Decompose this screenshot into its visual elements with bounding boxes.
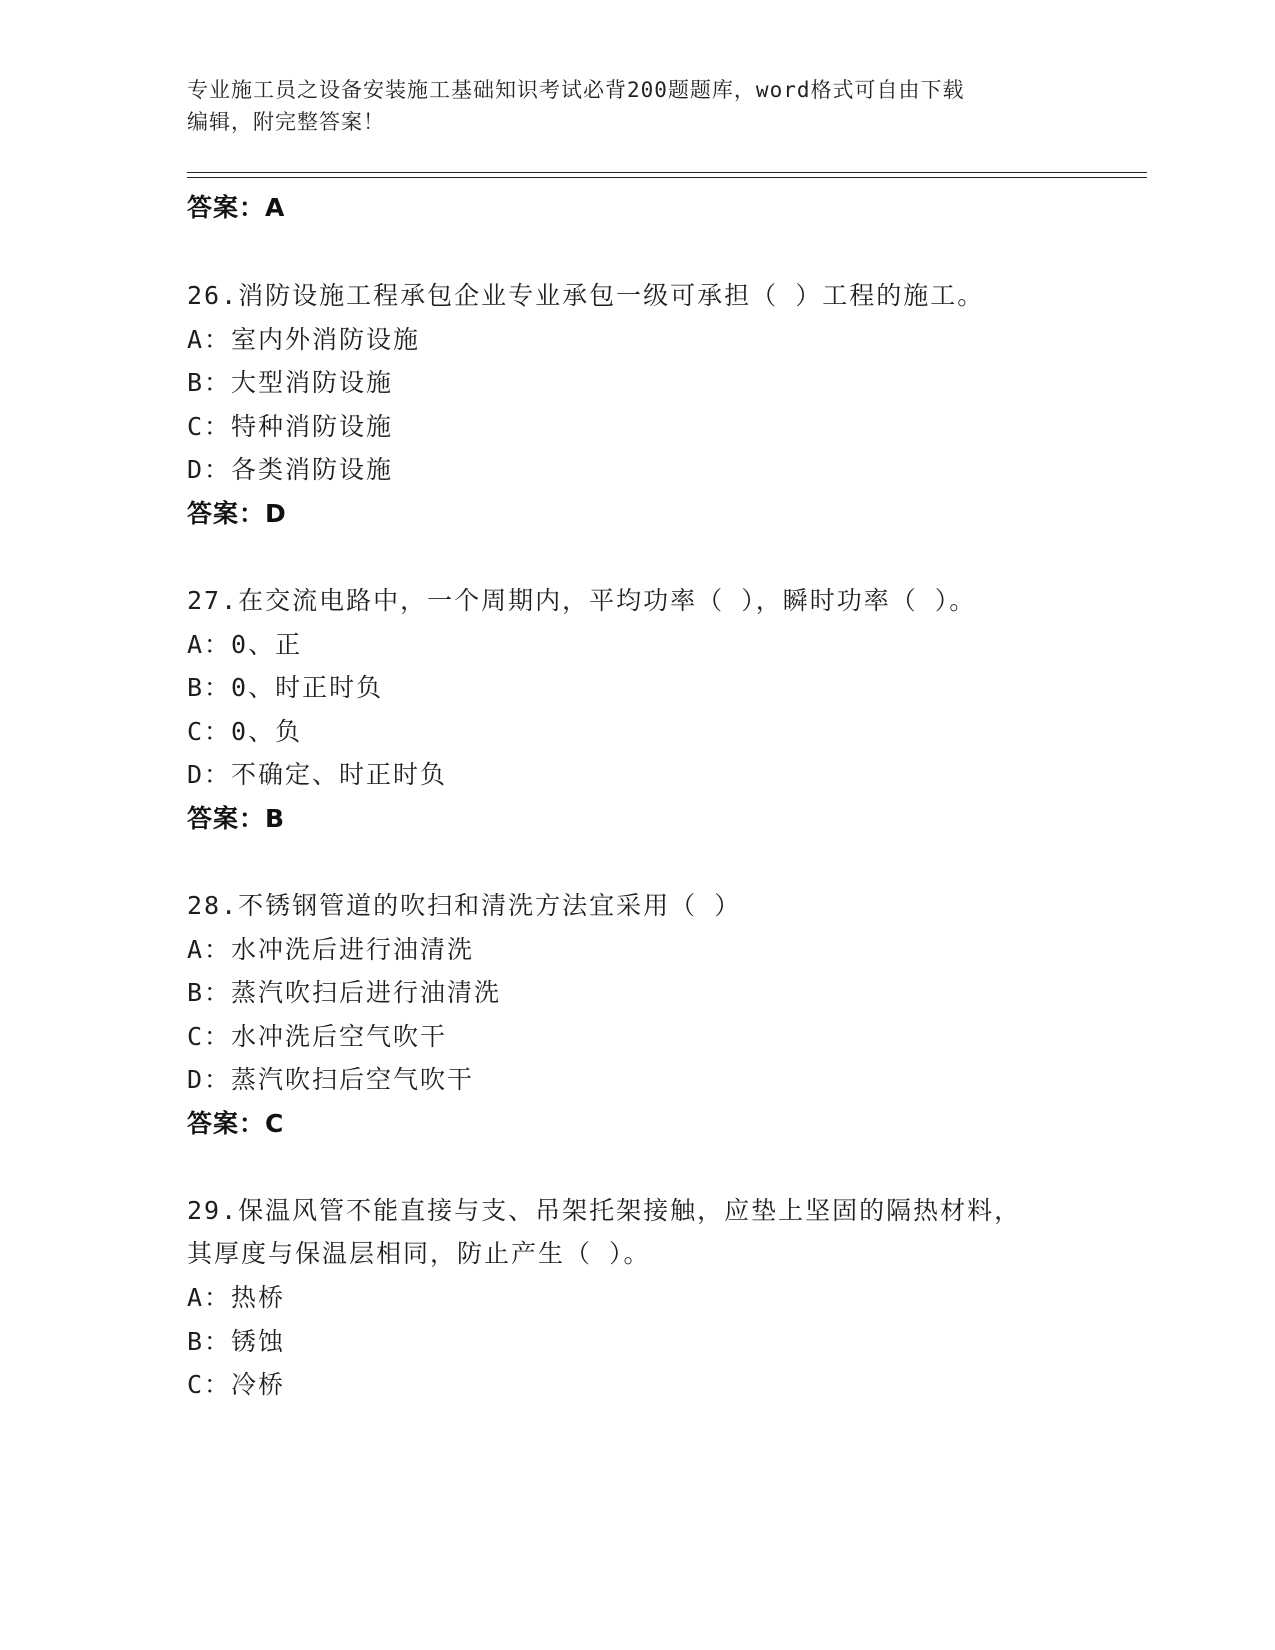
- option-d: D：各类消防设施: [187, 455, 394, 484]
- option-d: D：蒸汽吹扫后空气吹干: [187, 1065, 475, 1094]
- option-a: A：热桥: [187, 1283, 286, 1312]
- option-b: B：0、时正时负: [187, 673, 384, 702]
- option-a: A：室内外消防设施: [187, 325, 421, 354]
- option-d: D：不确定、时正时负: [187, 760, 448, 789]
- question-stem: 28.不锈钢管道的吹扫和清洗方法宜采用（ ）: [187, 891, 742, 920]
- option-c: C：冷桥: [187, 1370, 286, 1399]
- question-stem: 26.消防设施工程承包企业专业承包一级可承担（ ）工程的施工。: [187, 281, 985, 310]
- question-stem: 29.保温风管不能直接与支、吊架托架接触，应垫上坚固的隔热材料，: [187, 1196, 1022, 1225]
- answer-label: 答案：D: [187, 499, 287, 528]
- answer-label: 答案：B: [187, 804, 286, 833]
- answer-label: 答案：A: [187, 193, 286, 222]
- question-stem: 27.在交流电路中，一个周期内，平均功率（ ），瞬时功率（ ）。: [187, 586, 977, 615]
- header-divider-bottom: [187, 177, 1147, 178]
- option-a: A：0、正: [187, 630, 303, 659]
- document-header-line-1: 专业施工员之设备安装施工基础知识考试必背200题题库，word格式可自由下载: [187, 78, 965, 102]
- option-b: B：蒸汽吹扫后进行油清洗: [187, 978, 502, 1007]
- option-c: C：0、负: [187, 717, 303, 746]
- document-header-line-2: 编辑，附完整答案！: [187, 110, 385, 134]
- option-a: A：水冲洗后进行油清洗: [187, 935, 475, 964]
- option-c: C：水冲洗后空气吹干: [187, 1022, 448, 1051]
- option-c: C：特种消防设施: [187, 412, 394, 441]
- answer-label: 答案：C: [187, 1109, 285, 1138]
- option-b: B：大型消防设施: [187, 368, 394, 397]
- question-stem-continued: 其厚度与保温层相同，防止产生（ ）。: [187, 1239, 651, 1268]
- option-b: B：锈蚀: [187, 1327, 286, 1356]
- header-divider-top: [187, 172, 1147, 173]
